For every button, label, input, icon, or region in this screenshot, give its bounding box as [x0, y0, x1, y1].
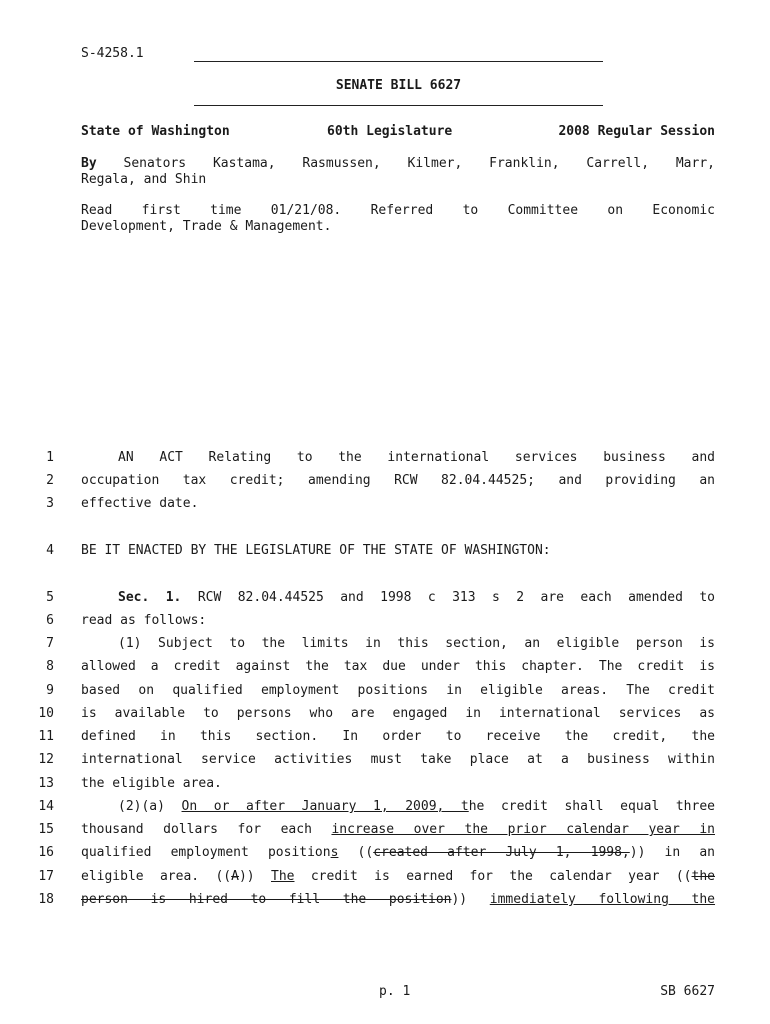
body-line-6: read as follows: [81, 613, 207, 628]
line-number: 9 [46, 683, 54, 698]
body-line-11: defined in this section. In order to receive the credit, the [81, 729, 715, 744]
line-number: 15 [38, 822, 54, 837]
line-number: 8 [46, 659, 54, 674]
body-line-8: allowed a credit against the tax due under this chapter. The credit is [81, 659, 715, 674]
line-number: 4 [46, 543, 54, 558]
enacting-clause: BE IT ENACTED BY THE LEGISLATURE OF THE STATE OF WASHINGTON: [81, 543, 551, 558]
body-line-18: person is hired to fill the position)) immediately following the [81, 892, 716, 907]
line-number: 7 [46, 636, 54, 651]
body-line-15: thousand dollars for each increase over the prior calendar year in [81, 822, 715, 837]
line-number: 12 [38, 752, 54, 767]
bill-title: SENATE BILL 6627 [335, 78, 462, 93]
line-number: 18 [38, 892, 54, 907]
header-rule-bottom [194, 105, 603, 106]
body-line-17: eligible area. ((A)) The credit is earned for the calendar year ((the [81, 869, 715, 884]
body-line-1: AN ACT Relating to the international services business and [118, 450, 715, 465]
line-number: 16 [38, 845, 54, 860]
section-label: Sec. 1. [118, 590, 182, 605]
deleted-text: created after July 1, 1998, [373, 845, 630, 860]
referral-line-2: Development, Trade & Management. [81, 219, 332, 234]
line-number: 17 [38, 869, 54, 884]
sponsors-by: By [81, 156, 97, 171]
body-line-3: effective date. [81, 496, 199, 511]
session-label: 2008 Regular Session [558, 124, 715, 139]
line-number: 1 [46, 450, 54, 465]
line-number: 6 [46, 613, 54, 628]
inserted-text: increase over the prior calendar year in [331, 822, 715, 837]
body-line-10: is available to persons who are engaged in international services as [81, 706, 715, 721]
body-line-7: (1) Subject to the limits in this section, an eligible person is [118, 636, 715, 651]
line-number: 5 [46, 590, 54, 605]
body-line-2: occupation tax credit; amending RCW 82.04.44525; and providing an [81, 473, 715, 488]
sponsors-line-2: Regala, and Shin [81, 172, 207, 187]
line-number: 11 [38, 729, 54, 744]
deleted-text: A [231, 869, 239, 884]
line-number: 3 [46, 496, 54, 511]
line-number: 2 [46, 473, 54, 488]
deleted-text: the [691, 869, 715, 884]
body-line-5: Sec. 1. RCW 82.04.44525 and 1998 c 313 s 2 are each amended to [118, 590, 715, 605]
referral-line-1: Read first time 01/21/08. Referred to Committee on Economic [81, 203, 715, 218]
document-code: S-4258.1 [81, 46, 144, 61]
deleted-text: person is hired to fill the position [81, 892, 452, 907]
inserted-text: The [271, 869, 295, 884]
body-line-13: the eligible area. [81, 776, 222, 791]
line-number: 14 [38, 799, 54, 814]
line-number: 10 [38, 706, 54, 721]
inserted-text: s [330, 845, 339, 860]
body-line-9: based on qualified employment positions in eligible areas. The credit [81, 683, 715, 698]
inserted-text: On or after January 1, 2009, t [181, 799, 469, 814]
state-label: State of Washington [81, 124, 230, 139]
line-number: 13 [38, 776, 54, 791]
body-line-14: (2)(a) On or after January 1, 2009, the credit shall equal three [118, 799, 715, 814]
page-number: p. 1 [379, 984, 411, 999]
sponsors-line-1: By Senators Kastama, Rasmussen, Kilmer, Franklin, Carrell, Marr, [81, 156, 715, 171]
legislature-label: 60th Legislature [327, 124, 453, 139]
inserted-text: immediately following the [489, 892, 716, 907]
body-line-12: international service activities must take place at a business within [81, 752, 715, 767]
footer-bill-number: SB 6627 [660, 984, 715, 999]
body-line-16: qualified employment positions ((created after July 1, 1998,)) in an [81, 845, 715, 860]
header-rule-top [194, 61, 603, 62]
